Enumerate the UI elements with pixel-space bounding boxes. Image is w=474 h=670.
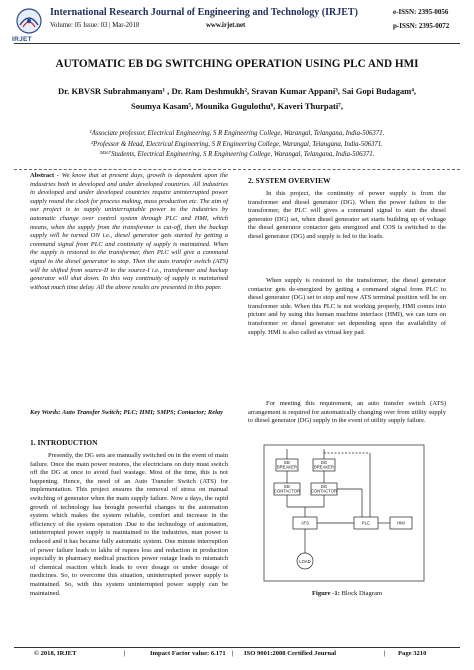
footer-separator: | (232, 650, 234, 657)
author-line-1: Dr. KBVSR Subrahmanyam¹ , Dr. Ram Deshmukh², Sravan Kumar Appani³, Sai Gopi Budagam⁴, (57, 86, 417, 96)
system-overview-paragraph-2: When supply is restored to the transformer, the diesel generator contactor gets de-energized by getting a command signal from PLC to diesel generator (DG) set to stop and now ATS terminal position will be on transformer side. When this PLC is not working properly, HMI comes into picture and by using this human machine interface (HMI), we can turn on transformer or diesel generator set depending upon the availability of supply. HMI is also called as virtual key pad. (248, 277, 446, 336)
abstract-label: Abstract (30, 172, 55, 179)
ats-label: ATS (301, 520, 309, 526)
journal-website-link[interactable]: www.irjet.net (206, 22, 246, 29)
load-label: LOAD (299, 559, 311, 564)
system-overview-heading: 2. SYSTEM OVERVIEW (248, 176, 331, 185)
keywords-text: : Auto Transfer Switch; PLC; HMI; SMPS; Contactor; Relay (58, 409, 224, 416)
volume-issue: Volume: 05 Issue: 03 | Mar-2018 (50, 22, 140, 29)
abstract (30, 172, 228, 292)
author-line-2: Soumya Kasam⁵, Mounika Gugulothu⁶, Kaveri Thurpati⁷, (131, 101, 343, 111)
abstract-text: - We know that at present days, growth is dependent upon the industries both in developed and under developed countries. All industries in developed and under developed countries require uninterrupted power supply round the clock for process making, mass production etc. The aim of our project is to supply uninterruptable power to the industries by automatic change over control system through PLC and HMI, which means, when the supply from the transformer is cut-off, then the backup supply will be turned ON i.e., diesel generator gets started by getting a command signal from PLC and continuity of supply is maintained. When the supply is restored to the transformer, then PLC will give a command signal to the diesel generator to stop. Then the auto transfer switch (ATS) will be shifted from source-II to the source-I i.e., transformer and backup generator will shut down. In this way continuity of supply is maintained without much time delay. All the above results are presented in this paper. (30, 172, 228, 291)
affiliations (20, 129, 454, 161)
system-overview-paragraph-1: In this project, the continuity of power supply is from the transformer and diesel generator (DG). When the power failure to the transformer, the PLC will gives a command signal to start the diesel generator (DG) set, when diesel generator set starts building up of voltage the diesel generator contactor gets energized and COS is switched to the diesel generator (DG) and supply is fed to the loads. (248, 190, 446, 240)
author-list (22, 84, 452, 114)
pissn: p-ISSN: 2395-0072 (393, 22, 450, 30)
eb-contactor-label: EB CONTACTOR (273, 484, 301, 494)
plc-label: PLC (361, 520, 371, 526)
footer-copyright: © 2018, IRJET (34, 650, 77, 657)
footer-separator: | (124, 650, 126, 657)
introduction-text: Presently, the DG sets are manually switched on in the event of main failure. Once the main power restores, the electricians on duty must switch off the DG at once to avoid fuel wastage. Most of the time, this is not happening. Hence, the need of an Auto Transfer Switch (ATS) for implementation. This project ensures the removal of stress on manual switching of generator when the main supply failure. Now a days, the rapid growth of technology has brought powerful changes in the automation system which makes the system reliable, comfort and increase in the efficiency of the system operation .Due to the technology of automation, uninterrupted power supply is maintained to the industries, man power is reduced and it has became fully automatic system. One minute interruption of power failure leads to lakhs of rupees loss and reduction in production especially in pharmacy medical practices power outage leads to mismatch of chemical reaction which leads to over dosage or under dosage of medicines. So, to overcome this situation, uninterrupted power supply is maintained. So, with this system uninterrupted power supply can be maintained. (30, 452, 228, 597)
irjet-logo-icon (16, 8, 42, 34)
affiliation-1: ¹Associate professor, Electrical Engineering, S R Engineering College, Warangal, Telangana, India-506371. (89, 130, 385, 137)
keywords-label: Key Words (30, 409, 59, 416)
header-divider (14, 43, 460, 44)
section-divider (14, 169, 460, 170)
keywords (30, 409, 228, 418)
eissn: e-ISSN: 2395-0056 (393, 8, 449, 16)
paper-title: AUTOMATIC EB DG SWITCHING OPERATION USING PLC AND HMI (55, 58, 419, 70)
footer-divider (14, 647, 460, 648)
affiliation-2: ²Professor & Head, Electrical Engineering, S R Engineering College, Warangal, Telangana, India-506371. (91, 140, 383, 148)
footer-separator: | (384, 650, 386, 657)
affiliation-3: ³⁴⁵⁶⁷Students, Electrical Engineering, S R Engineering College, Warangal, Telangana, India-506371. (99, 151, 375, 158)
hmi-label: HMI (397, 520, 405, 526)
figure-caption (248, 590, 446, 597)
journal-name: International Research Journal of Engineering and Technology (IRJET) (50, 7, 358, 18)
figure-caption-text: Block Diagram (339, 590, 383, 597)
system-overview-paragraph-3: For meeting this requirement, an auto transfer switch (ATS) arrangement is required for automatically changing over from utility supply to diesel generator (DG) supply in the event of utility supply failure. (248, 400, 446, 425)
footer-impact-factor: Impact Factor value: 6.171 (150, 650, 226, 657)
figure-caption-label: Figure -1: (311, 590, 340, 597)
block-diagram (262, 443, 426, 583)
introduction-heading: 1. INTRODUCTION (30, 438, 98, 447)
dg-breaker-label: DG BREAKER (313, 460, 335, 470)
eb-breaker-label: EB BREAKER (276, 460, 298, 470)
logo-text: IRJET (12, 36, 32, 43)
footer-iso: ISO 9001:2008 Certified Journal (244, 650, 337, 657)
dg-contactor-label: DG CONTACTOR (310, 484, 338, 494)
footer-page-number: Page 3210 (398, 650, 427, 657)
